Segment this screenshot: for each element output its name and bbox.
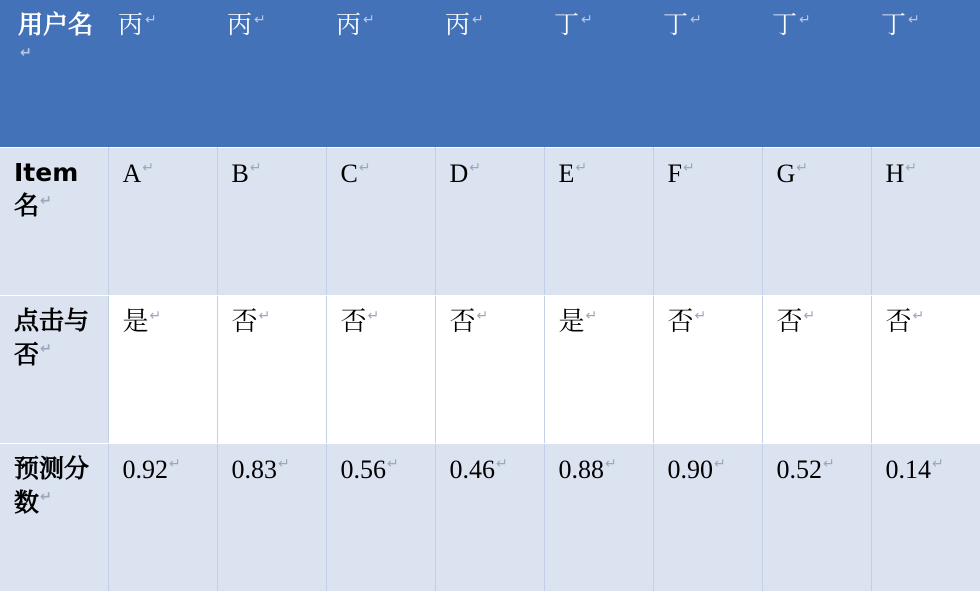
cell-text: 0.52 [776, 454, 822, 484]
cell-text: 0.56 [340, 454, 386, 484]
row-label-clicked: 点击与否 [14, 305, 90, 369]
pilcrow-icon: ↵ [714, 456, 726, 473]
pilcrow-icon: ↵ [145, 11, 157, 28]
cell-clicked-8 [871, 295, 980, 443]
pilcrow-icon: ↵ [387, 456, 399, 473]
row-header-username [0, 0, 108, 147]
cell-text: 否 [231, 306, 258, 336]
cell-item-name-5 [544, 147, 653, 295]
cell-text: D [449, 158, 469, 188]
cell-username-6 [653, 0, 762, 147]
cell-item-name-2 [217, 147, 326, 295]
row-header-clicked [0, 295, 108, 443]
cell-text: 0.14 [885, 454, 931, 484]
cell-text: 0.83 [231, 454, 277, 484]
cell-text: F [667, 158, 682, 188]
row-header-predicted-score [0, 443, 108, 591]
cell-text: B [231, 158, 249, 188]
pilcrow-icon: ↵ [694, 308, 707, 325]
pilcrow-icon: ↵ [40, 193, 52, 210]
cell-text: A [122, 158, 142, 188]
pilcrow-icon: ↵ [912, 308, 925, 325]
pilcrow-icon: ↵ [169, 456, 181, 473]
table-row-username [0, 0, 980, 147]
cell-text: H [885, 158, 905, 188]
cell-text: 丙 [118, 10, 144, 39]
pilcrow-icon: ↵ [249, 160, 262, 177]
cell-predicted-score-4 [435, 443, 544, 591]
pilcrow-icon: ↵ [581, 11, 593, 28]
pilcrow-icon: ↵ [149, 308, 162, 325]
cell-username-3 [326, 0, 435, 147]
cell-text: 否 [776, 306, 803, 336]
pilcrow-icon: ↵ [796, 160, 809, 177]
cell-username-1 [108, 0, 217, 147]
cell-clicked-7 [762, 295, 871, 443]
cell-text: 丙 [227, 10, 253, 39]
pilcrow-icon: ↵ [932, 456, 944, 473]
pilcrow-icon: ↵ [367, 308, 380, 325]
cell-text: 否 [340, 306, 367, 336]
cell-text: G [776, 158, 796, 188]
cell-text: 是 [558, 306, 585, 336]
pilcrow-icon: ↵ [469, 160, 482, 177]
cell-clicked-1 [108, 295, 217, 443]
cell-username-4 [435, 0, 544, 147]
pilcrow-icon: ↵ [803, 308, 816, 325]
pilcrow-icon: ↵ [40, 341, 52, 358]
cell-text: E [558, 158, 575, 188]
cell-clicked-6 [653, 295, 762, 443]
pilcrow-icon: ↵ [472, 11, 484, 28]
cell-text: 0.92 [122, 454, 168, 484]
cell-text: 丁 [881, 10, 907, 39]
cell-predicted-score-5 [544, 443, 653, 591]
pilcrow-icon: ↵ [690, 11, 702, 28]
cell-predicted-score-6 [653, 443, 762, 591]
cell-clicked-4 [435, 295, 544, 443]
pilcrow-icon: ↵ [358, 160, 371, 177]
cell-text: 0.46 [449, 454, 495, 484]
cell-text: 丙 [445, 10, 471, 39]
cell-text: 丁 [554, 10, 580, 39]
row-label-predicted-score: 预测分数 [14, 453, 90, 517]
pilcrow-icon: ↵ [278, 456, 290, 473]
pilcrow-icon: ↵ [682, 160, 695, 177]
cell-item-name-7 [762, 147, 871, 295]
cell-text: 丙 [336, 10, 362, 39]
cell-text: C [340, 158, 358, 188]
row-label-username: 用户名 [18, 10, 94, 39]
pilcrow-icon: ↵ [905, 160, 918, 177]
cell-clicked-2 [217, 295, 326, 443]
cell-username-2 [217, 0, 326, 147]
cell-text: 丁 [663, 10, 689, 39]
cell-item-name-4 [435, 147, 544, 295]
table-row-predicted-score [0, 443, 980, 591]
cell-clicked-5 [544, 295, 653, 443]
pilcrow-icon: ↵ [575, 160, 588, 177]
cell-predicted-score-8 [871, 443, 980, 591]
row-label-item-name: Item名 [14, 157, 79, 221]
cell-predicted-score-1 [108, 443, 217, 591]
cell-text: 0.88 [558, 454, 604, 484]
cell-clicked-3 [326, 295, 435, 443]
pilcrow-icon: ↵ [823, 456, 835, 473]
pilcrow-icon: ↵ [363, 11, 375, 28]
pilcrow-icon: ↵ [605, 456, 617, 473]
pilcrow-icon: ↵ [476, 308, 489, 325]
cell-predicted-score-3 [326, 443, 435, 591]
cell-text: 否 [885, 306, 912, 336]
cell-text: 否 [449, 306, 476, 336]
pilcrow-icon: ↵ [908, 11, 920, 28]
cell-text: 是 [122, 306, 149, 336]
pilcrow-icon: ↵ [585, 308, 598, 325]
table-row-clicked [0, 295, 980, 443]
pilcrow-icon: ↵ [799, 11, 811, 28]
pilcrow-icon: ↵ [496, 456, 508, 473]
row-header-item-name [0, 147, 108, 295]
pilcrow-icon: ↵ [20, 45, 32, 62]
pilcrow-icon: ↵ [254, 11, 266, 28]
table-row-item-name [0, 147, 980, 295]
pilcrow-icon: ↵ [40, 489, 52, 506]
cell-username-8 [871, 0, 980, 147]
cell-item-name-6 [653, 147, 762, 295]
cell-item-name-3 [326, 147, 435, 295]
pilcrow-icon: ↵ [258, 308, 271, 325]
cell-username-7 [762, 0, 871, 147]
cell-item-name-1 [108, 147, 217, 295]
pilcrow-icon: ↵ [142, 160, 155, 177]
cell-predicted-score-2 [217, 443, 326, 591]
cell-text: 丁 [772, 10, 798, 39]
cell-text: 0.90 [667, 454, 713, 484]
cell-username-5 [544, 0, 653, 147]
cell-predicted-score-7 [762, 443, 871, 591]
cell-text: 否 [667, 306, 694, 336]
cell-item-name-8 [871, 147, 980, 295]
